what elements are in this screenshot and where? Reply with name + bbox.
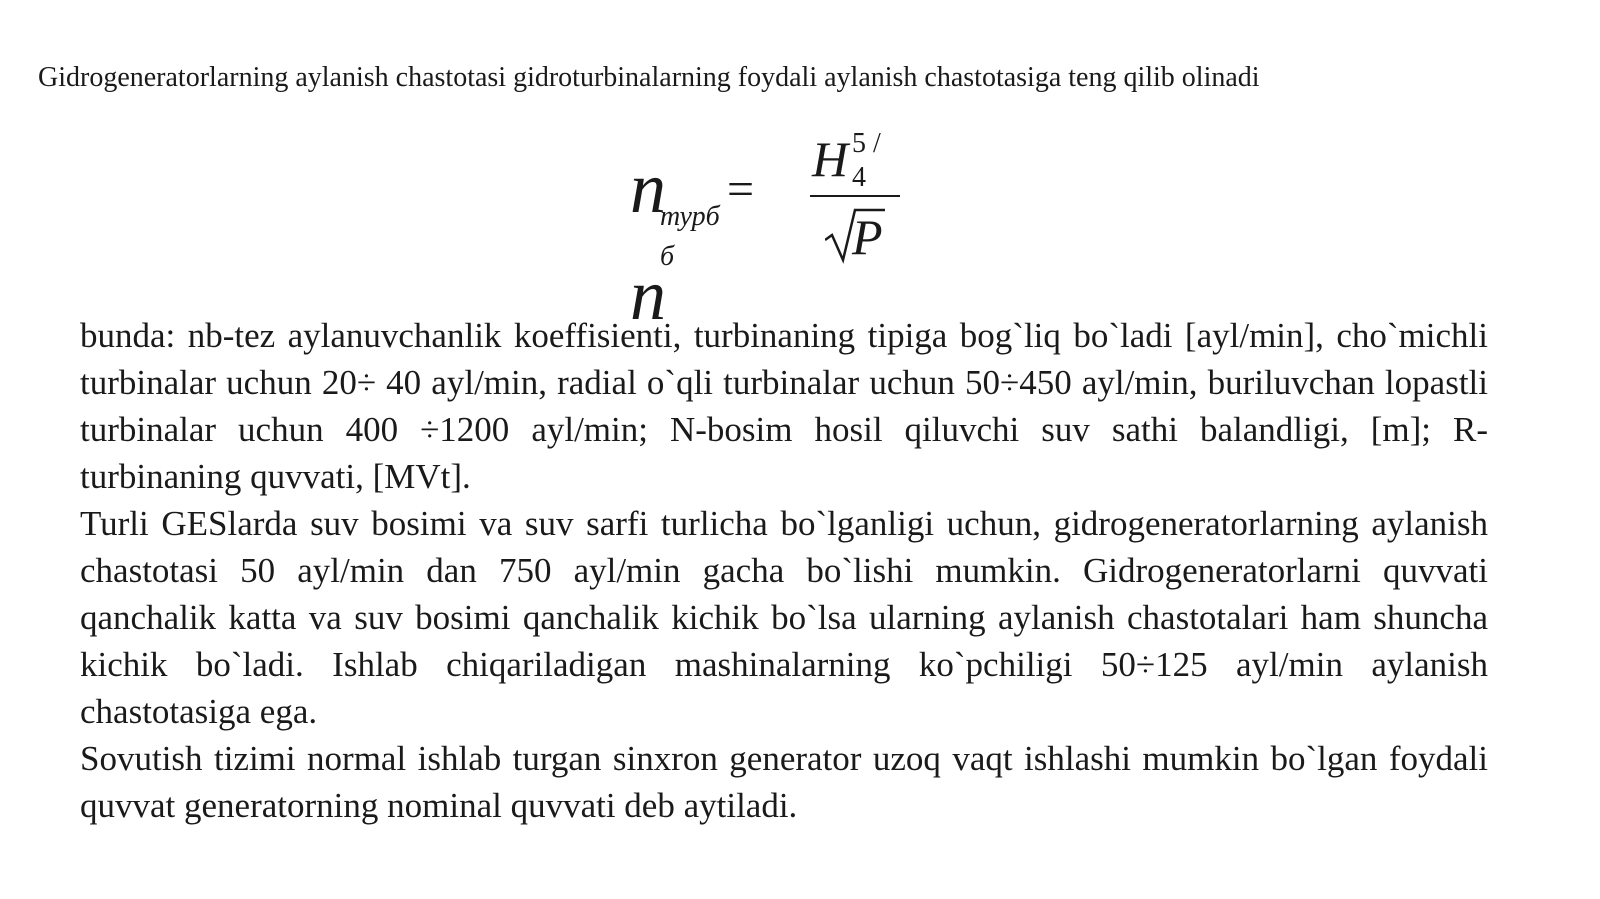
formula-denominator-P: P [852, 209, 883, 265]
formula-n-symbol-2: n [630, 255, 666, 335]
formula-numerator-H: H [812, 131, 849, 187]
formula-subscript-b: б [660, 241, 675, 272]
formula-exponent-numerator: 5 / [852, 128, 881, 159]
formula-exponent-denominator: 4 [852, 162, 866, 193]
formula-fraction-bar [810, 195, 900, 197]
formula-subscript-turb: турб [660, 201, 720, 232]
formula-equals: = [727, 163, 755, 216]
body-text [80, 312, 1488, 829]
paragraph-definitions: bunda: nb-tez aylanuvchanlik koeffisienti, turbinaning tipiga bog`liq bo`ladi [ayl/min], cho`michli turbinalar uchun 20÷ 40 ayl/min, radial o`qli turbinalar uchun 50÷450 ayl/min, buriluvchan lopastli turbinalar uchun 400 ÷1200 ayl/min; N-bosim hosil qiluvchi suv sathi balandligi, [m]; R-turbinaning quvvati, [MVt]. [80, 316, 1488, 496]
formula-n-symbol: n [630, 148, 666, 228]
turbine-speed-formula [620, 128, 940, 335]
paragraph-frequency-range: Turli GESlarda suv bosimi va suv sarfi turlicha bo`lganligi uchun, gidrogeneratorlarning aylanish chastotasi 50 ayl/min dan 750 ayl/min gacha bo`lishi mumkin. Gidrogeneratorlarni quvvati qanchalik katta va suv bosimi qanchalik kichik bo`lsa ularning aylanish chastotalari ham shuncha kichik bo`ladi. Ishlab chiqariladigan mashinalarning ko`pchiligi 50÷125 ayl/min aylanish chastotasiga ega. [80, 504, 1488, 731]
paragraph-nominal-power: Sovutish tizimi normal ishlab turgan sinxron generator uzoq vaqt ishlashi mumkin bo`lgan foydali quvvat generatorning nominal quvvati deb aytiladi. [80, 739, 1488, 825]
intro-text: Gidrogeneratorlarning aylanish chastotasi gidroturbinalarning foydali aylanish chastotasiga teng qilib olinadi [38, 62, 1260, 93]
